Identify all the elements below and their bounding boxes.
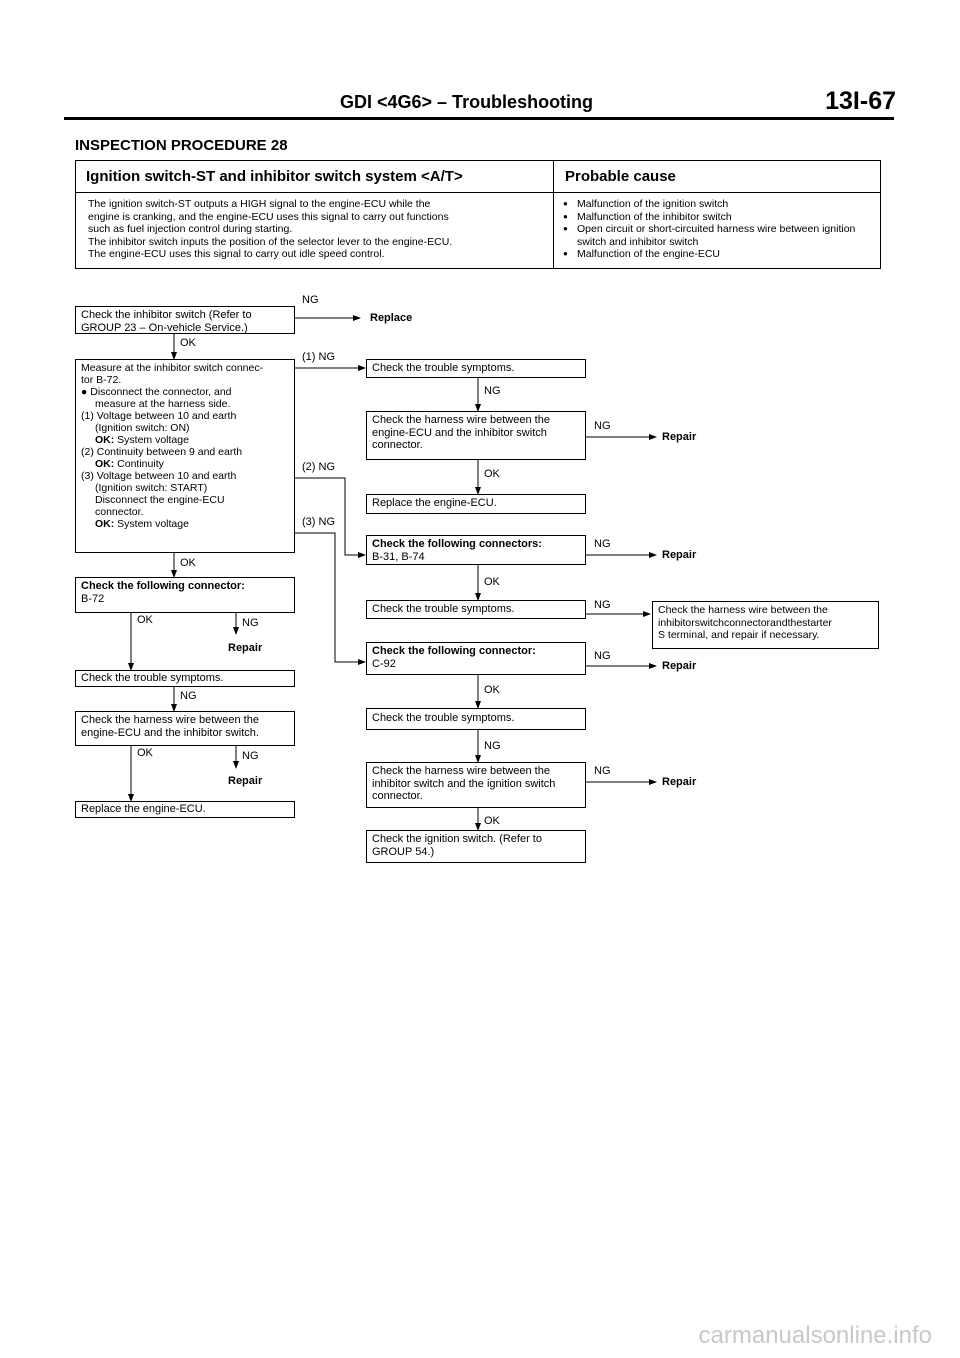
table-header-system: Ignition switch-ST and inhibitor switch system <A/T> — [86, 168, 463, 185]
check-trouble-symptoms-box — [366, 600, 586, 619]
check-inhibitor-switch-box — [75, 306, 295, 334]
procedure-title: INSPECTION PROCEDURE 28 — [75, 137, 288, 154]
ok-criteria-label: OK: — [95, 458, 115, 470]
repair-label: Repair — [662, 431, 697, 443]
replace-label: Replace — [370, 312, 413, 324]
repair-label: Repair — [662, 660, 697, 672]
repair-label: Repair — [662, 549, 697, 561]
ng-label: NG — [242, 750, 259, 762]
box-line: Check the following connector: — [81, 580, 245, 592]
ng-label: NG — [594, 765, 611, 777]
table-header-probable-cause: Probable cause — [565, 168, 676, 185]
cause-item: ● Open circuit or short-circuited harness wire between ignition switch and inhibitor switch — [563, 223, 873, 248]
box-line: ● Disconnect the connector, and — [81, 386, 232, 398]
box-line: Disconnect the engine-ECU — [95, 494, 225, 506]
box-line — [81, 518, 289, 530]
ok-label: OK — [484, 576, 500, 588]
replace-engine-ecu-box — [75, 801, 295, 818]
repair-label: Repair — [662, 776, 697, 788]
ng-label: NG — [302, 294, 319, 306]
ok-label: OK — [137, 614, 153, 626]
ng3-label: (3) NG — [302, 516, 335, 528]
ok-criteria-label: OK: — [95, 434, 115, 446]
box-line: Check the inhibitor switch (Refer to — [81, 309, 252, 321]
box-line: (Ignition switch: START) — [95, 482, 208, 494]
check-trouble-symptoms-box — [366, 359, 586, 378]
ng-label: NG — [594, 650, 611, 662]
box-line — [81, 458, 289, 470]
box-line: Check the harness wire between the — [372, 765, 550, 777]
box-line: Check the ignition switch. (Refer to — [372, 833, 542, 845]
watermark: carmanualsonline.info — [698, 1322, 932, 1349]
check-connector-c92-box — [366, 642, 586, 675]
ng-label: NG — [484, 740, 501, 752]
box-line: (1) Voltage between 10 and earth — [81, 410, 237, 422]
ng-label: NG — [484, 385, 501, 397]
box-line: (3) Voltage between 10 and earth — [81, 470, 237, 482]
ok-criteria-value: System voltage — [114, 518, 189, 530]
box-line: engine-ECU and the inhibitor switch — [372, 426, 547, 439]
box-line: engine-ECU and the inhibitor switch. — [81, 726, 259, 739]
cause-item: ● Malfunction of the engine-ECU — [563, 248, 873, 261]
box-line: connector. — [372, 790, 423, 802]
check-ignition-switch-box — [366, 830, 586, 863]
ok-label: OK — [180, 557, 196, 569]
page-number: 13I-67 — [825, 87, 896, 115]
description-line: such as fuel injection control during starting. — [88, 223, 293, 235]
description-line: The inhibitor switch inputs the position of the selector lever to the engine-ECU. — [88, 235, 453, 248]
ng-label: NG — [594, 599, 611, 611]
box-line: Check the harness wire between the — [372, 414, 550, 426]
box-line: B-72 — [81, 592, 105, 605]
ok-criteria-label: OK: — [95, 518, 115, 530]
box-line: Check the trouble symptoms. — [372, 362, 515, 374]
box-line: S terminal, and repair if necessary. — [658, 629, 820, 641]
box-line: Replace the engine-ECU. — [81, 803, 206, 815]
ok-criteria-value: Continuity — [114, 458, 164, 470]
ok-criteria-value: System voltage — [114, 434, 189, 446]
box-line — [81, 434, 289, 446]
box-line: connector. — [95, 506, 144, 518]
check-harness-inhibitor-starter-box — [652, 601, 879, 649]
box-line: tor B-72. — [81, 374, 122, 386]
check-harness-inhibitor-ignition-box — [366, 762, 586, 808]
check-trouble-symptoms-box — [75, 670, 295, 687]
ng2-label: (2) NG — [302, 461, 335, 473]
ok-label: OK — [484, 815, 500, 827]
box-line: Check the trouble symptoms. — [372, 712, 515, 724]
description-line: engine is cranking, and the engine-ECU uses this signal to carry out functions — [88, 210, 449, 223]
box-line: (2) Continuity between 9 and earth — [81, 446, 243, 458]
check-trouble-symptoms-box — [366, 708, 586, 730]
box-line: Check the trouble symptoms. — [372, 603, 515, 615]
box-line: Check the following connector: — [372, 645, 536, 657]
ng-label: NG — [594, 420, 611, 432]
ok-label: OK — [180, 337, 196, 349]
repair-label: Repair — [228, 775, 263, 787]
ng-label: NG — [180, 690, 197, 702]
box-line: Check the harness wire between the — [81, 714, 259, 726]
ng1-label: (1) NG — [302, 351, 335, 363]
cause-item: ● Malfunction of the ignition switch — [563, 198, 873, 211]
box-line: Replace the engine-ECU. — [372, 497, 497, 509]
description-line: The engine-ECU uses this signal to carry out idle speed control. — [88, 248, 385, 260]
check-connector-b72-box — [75, 577, 295, 613]
ng-label: NG — [242, 617, 259, 629]
box-line: Check the trouble symptoms. — [81, 672, 224, 684]
repair-label: Repair — [228, 642, 263, 654]
box-line: Check the harness wire between the — [658, 604, 828, 616]
replace-engine-ecu-box — [366, 494, 586, 514]
ng-label: NG — [594, 538, 611, 550]
box-line: (Ignition switch: ON) — [95, 422, 190, 434]
check-harness-ecu-inhibitor-box — [75, 711, 295, 746]
box-line: B-31, B-74 — [372, 550, 425, 563]
box-line: inhibitorswitchconnectorandthestarter — [658, 616, 832, 629]
box-line: C-92 — [372, 657, 396, 670]
box-line: measure at the harness side. — [95, 398, 231, 410]
ok-label: OK — [484, 684, 500, 696]
measure-inhibitor-connector-box — [75, 359, 295, 553]
description-line: The ignition switch-ST outputs a HIGH signal to the engine-ECU while the — [88, 198, 431, 210]
box-line: Measure at the inhibitor switch connec- — [81, 362, 264, 374]
cause-item: ● Malfunction of the inhibitor switch — [563, 211, 873, 224]
box-line: GROUP 23 – On-vehicle Service.) — [81, 321, 248, 334]
box-line: Check the following connectors: — [372, 538, 542, 550]
ok-label: OK — [137, 747, 153, 759]
check-connectors-b31-b74-box — [366, 535, 586, 565]
check-harness-ecu-inhibitor-connector-box — [366, 411, 586, 460]
box-line: inhibitor switch and the ignition switch — [372, 777, 556, 790]
ok-label: OK — [484, 468, 500, 480]
box-line: GROUP 54.) — [372, 845, 435, 858]
box-line: connector. — [372, 439, 423, 451]
page-header-title: GDI <4G6> – Troubleshooting — [340, 92, 594, 112]
